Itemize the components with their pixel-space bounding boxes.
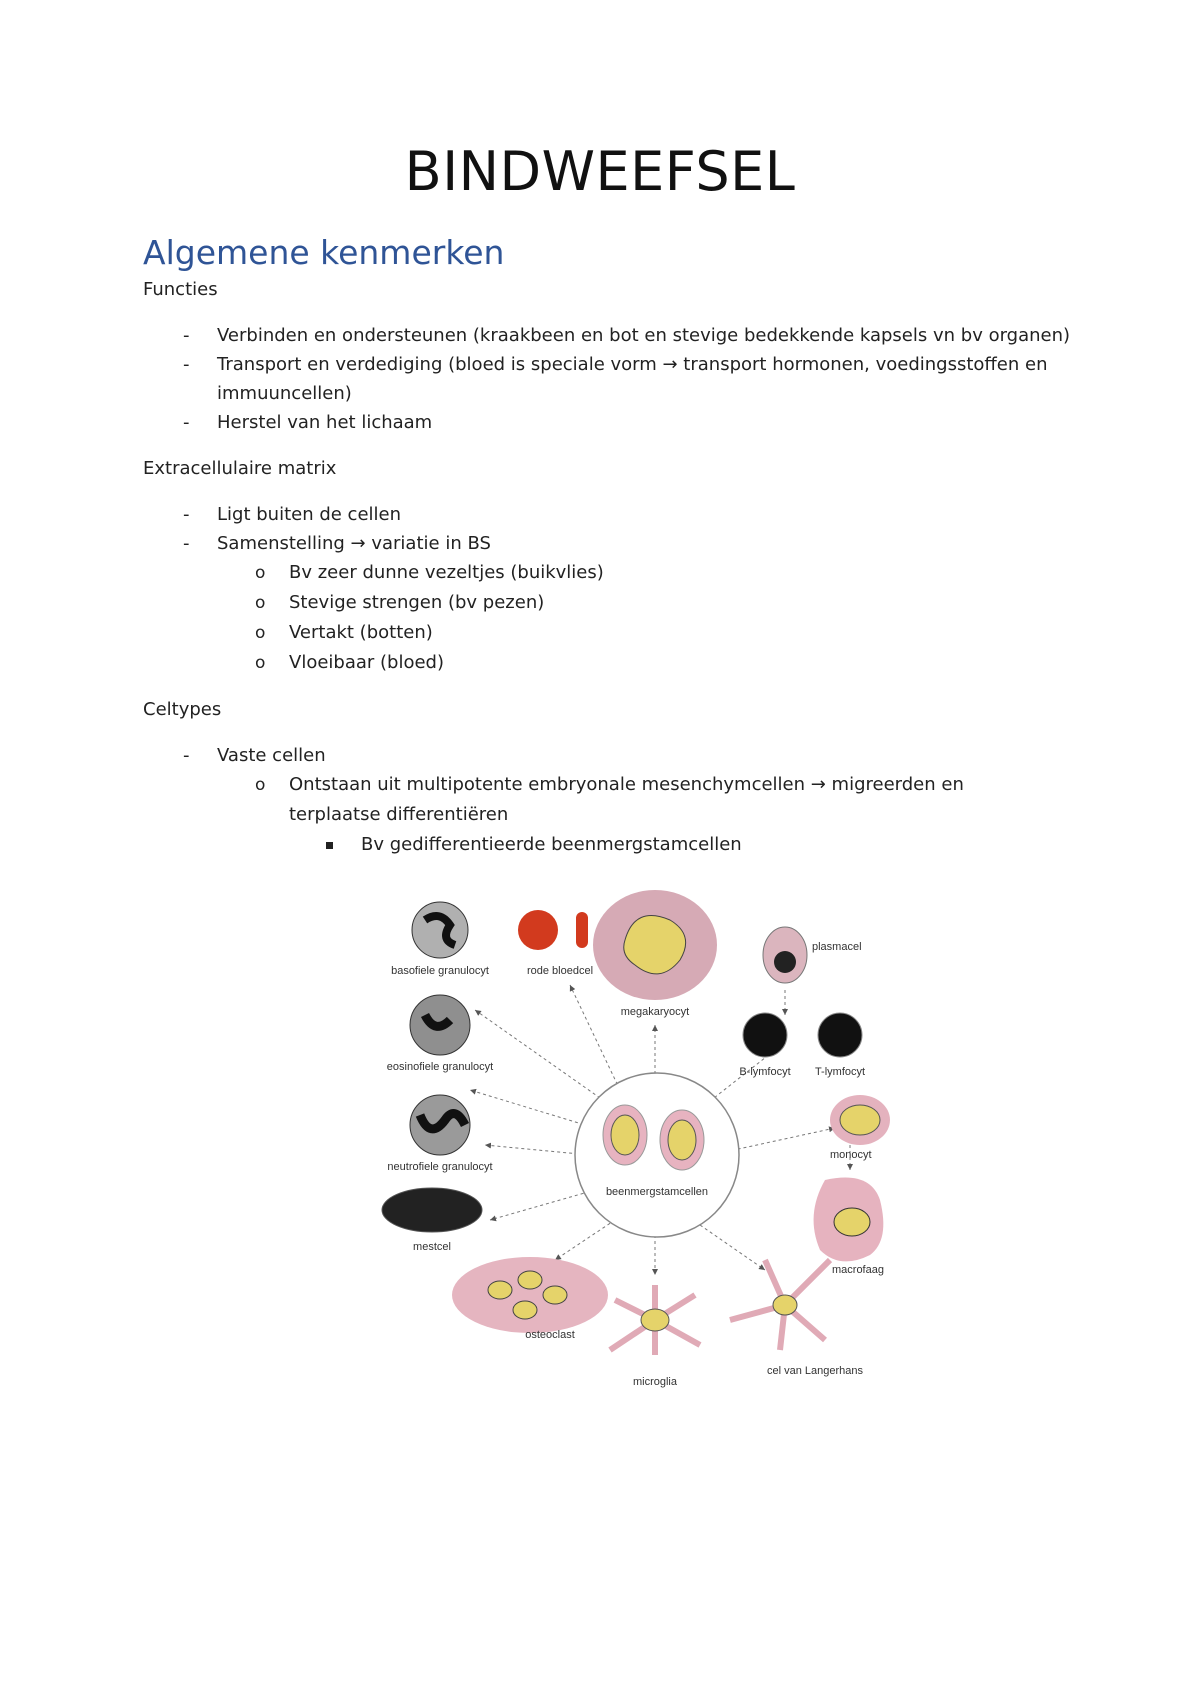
list-item: Vaste cellen: [217, 745, 326, 766]
microglia-nucleus: [641, 1309, 669, 1331]
stem-cell-nucleus: [611, 1115, 639, 1155]
sub-list-item: Ontstaan uit multipotente embryonale mesenchymcellen → migreerden en: [289, 774, 964, 795]
arrow: [475, 1010, 610, 1105]
arrow: [555, 1220, 615, 1260]
dash-bullet: -: [183, 412, 190, 433]
circle-bullet: o: [255, 593, 266, 613]
circle-bullet: o: [255, 623, 266, 643]
basofiele-cell: [412, 902, 468, 958]
celtypes-label: Celtypes: [143, 699, 222, 720]
label-beenmergstamcellen: beenmergstamcellen: [605, 1186, 709, 1198]
osteoclast-cell: [452, 1257, 608, 1333]
label-mestcel: mestcel: [413, 1241, 451, 1253]
label-microglia: microglia: [632, 1376, 678, 1388]
dash-bullet: -: [183, 354, 190, 375]
square-bullet: [326, 842, 333, 849]
subsub-list-item: Bv gedifferentieerde beenmergstamcellen: [361, 834, 742, 855]
list-item: Samenstelling → variatie in BS: [217, 533, 491, 554]
section-heading: Algemene kenmerken: [143, 233, 505, 272]
label-plasmacel: plasmacel: [812, 941, 862, 953]
list-item: Verbinden en ondersteunen (kraakbeen en bot en stevige bedekkende kapsels vn bv organen): [217, 325, 1071, 346]
circle-bullet: o: [255, 563, 266, 583]
rode-bloedcel-round: [518, 910, 558, 950]
dash-bullet: -: [183, 745, 190, 766]
list-item: Herstel van het lichaam: [217, 412, 433, 433]
sub-list-item-continuation: terplaatse differentiëren: [289, 804, 509, 825]
arrow: [470, 1090, 595, 1128]
dash-bullet: -: [183, 504, 190, 525]
sub-list-item: Vertakt (botten): [289, 622, 433, 643]
osteoclast-nucleus: [513, 1301, 537, 1319]
macrofaag-nucleus: [834, 1208, 870, 1236]
dash-bullet: -: [183, 325, 190, 346]
arrow: [700, 1225, 765, 1270]
langerhans-nucleus: [773, 1295, 797, 1315]
sub-list-item: Stevige strengen (bv pezen): [289, 592, 545, 613]
arrow: [485, 1145, 590, 1155]
label-megakaryocyt: megakaryocyt: [620, 1006, 690, 1018]
osteoclast-nucleus: [518, 1271, 542, 1289]
osteoclast-nucleus: [543, 1286, 567, 1304]
monocyt-nucleus: [840, 1105, 880, 1135]
circle-bullet: o: [255, 775, 266, 795]
list-item: Transport en verdediging (bloed is speciale vorm → transport hormonen, voedingsstoffen en: [217, 354, 1048, 375]
label-basofiele: basofiele granulocyt: [391, 965, 489, 977]
circle-bullet: o: [255, 653, 266, 673]
list-item: Ligt buiten de cellen: [217, 504, 402, 525]
mestcel-cell: [382, 1188, 482, 1232]
plasmacel-nucleus: [774, 951, 796, 973]
dash-bullet: -: [183, 533, 190, 554]
t-lymfocyt-cell: [818, 1013, 862, 1057]
label-tlym: T-lymfocyt: [814, 1066, 866, 1078]
b-lymfocyt-cell: [743, 1013, 787, 1057]
rode-bloedcel-side: [576, 912, 588, 948]
stem-cell-group: [575, 1073, 739, 1237]
cell-diagram: [370, 890, 970, 1390]
sub-list-item: Vloeibaar (bloed): [289, 652, 444, 673]
functies-label: Functies: [143, 279, 218, 300]
label-rode: rode bloedcel: [526, 965, 594, 977]
cell-types-figure: [370, 890, 970, 1390]
label-monocyt: monocyt: [830, 1149, 872, 1161]
document-title: BINDWEEFSEL: [404, 140, 796, 203]
label-macrofaag: macrofaag: [832, 1264, 884, 1276]
osteoclast-nucleus: [488, 1281, 512, 1299]
label-blym: B-lymfocyt: [739, 1066, 791, 1078]
arrow: [570, 985, 620, 1090]
label-neutrofiele: neutrofiele granulocyt: [387, 1161, 493, 1173]
center-circle: [575, 1073, 739, 1237]
list-item-continuation: immuuncellen): [217, 383, 352, 404]
arrow: [490, 1190, 595, 1220]
label-eosinofiele: eosinofiele granulocyt: [386, 1061, 494, 1073]
stem-cell-nucleus: [668, 1120, 696, 1160]
label-osteoclast: osteoclast: [525, 1329, 575, 1341]
label-langerhans: cel van Langerhans: [766, 1365, 864, 1377]
matrix-label: Extracellulaire matrix: [143, 458, 337, 479]
sub-list-item: Bv zeer dunne vezeltjes (buikvlies): [289, 562, 604, 583]
